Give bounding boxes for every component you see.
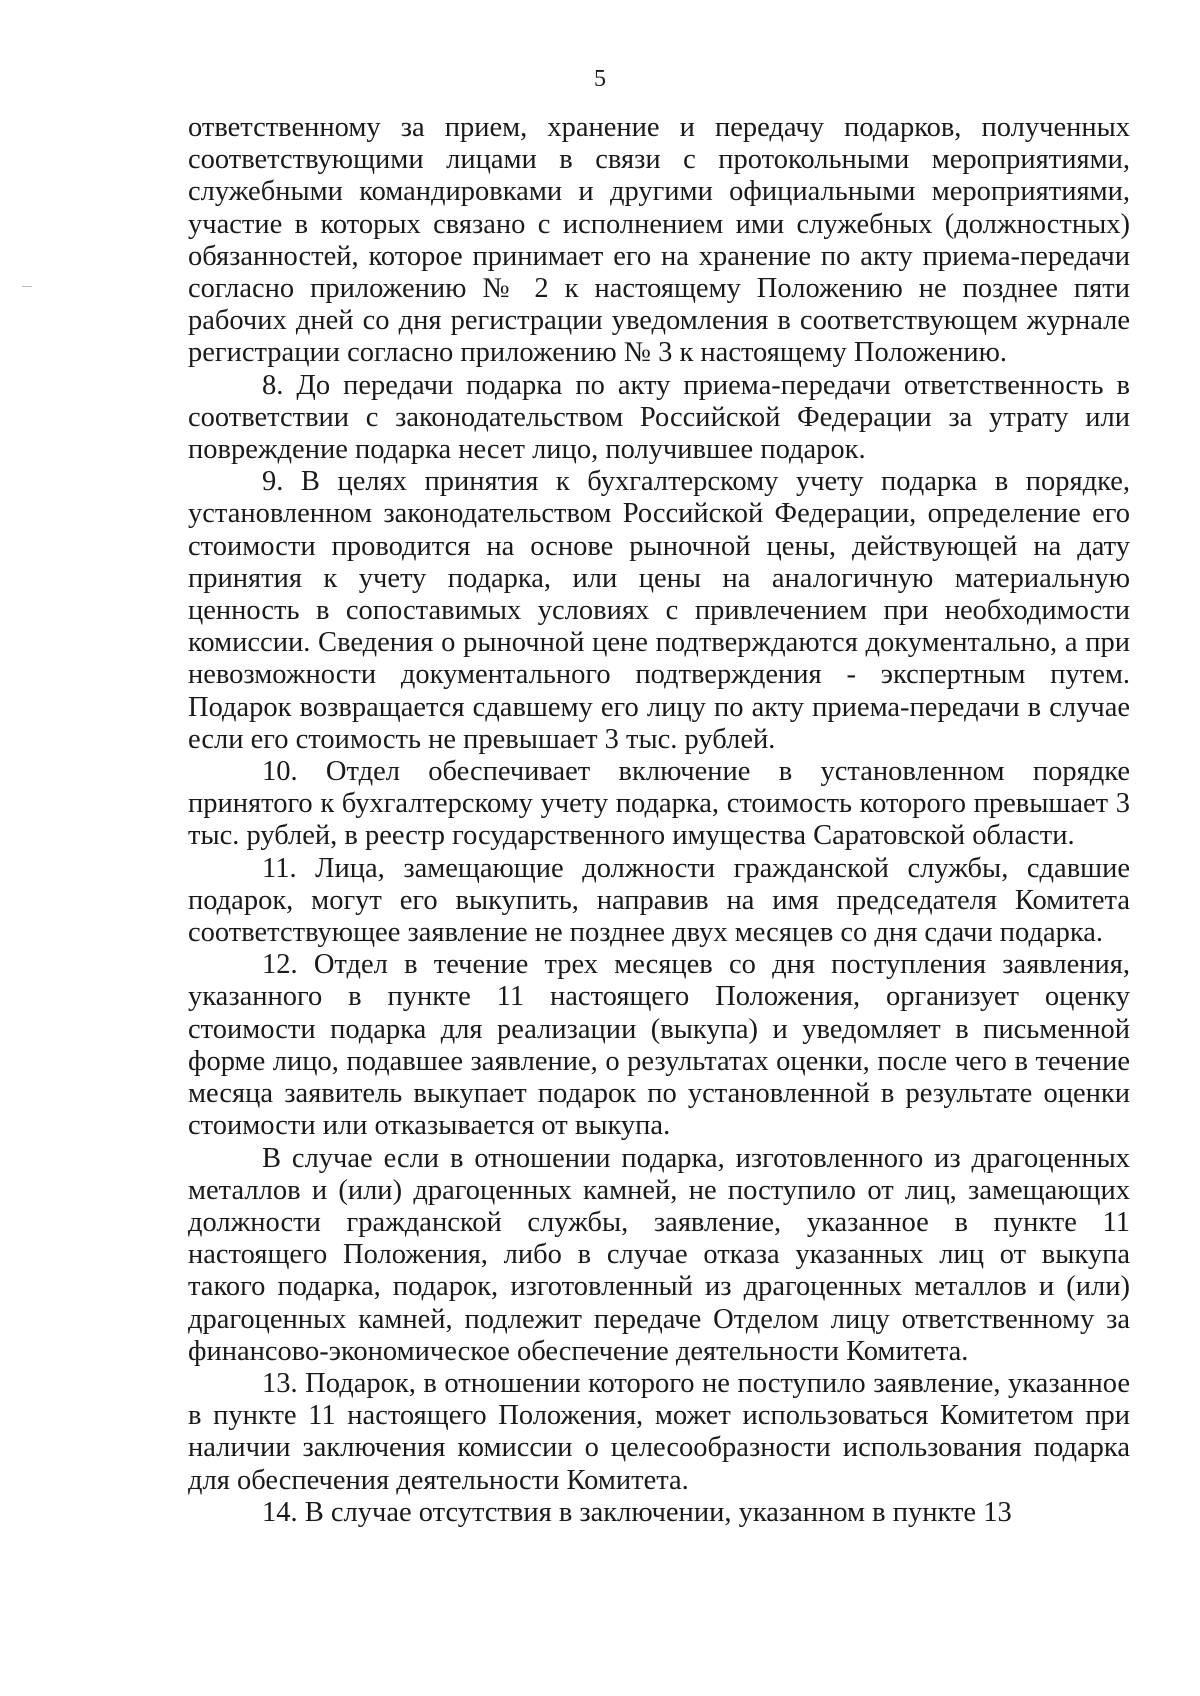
paragraph-item-12: 12. Отдел в течение трех месяцев со дня поступления заявления, указанного в пункте 11 настоящего Положения, организует оценку стоимости подарка для реализации (выкупа) и уведомляет в письменной форме лицо, подавшее заявление, о результатах оценки, после чего в течение месяца заявитель выкупает подарок по установленной в результате оценки стоимости или отказывается от выкупа. — [188, 949, 1130, 1142]
paragraph-item-14: 14. В случае отсутствия в заключении, указанном в пункте 13 — [262, 1496, 1012, 1528]
scan-margin-mark — [22, 286, 32, 287]
page-number: 5 — [594, 66, 606, 92]
paragraph-item-8: 8. До передачи подарка по акту приема-передачи ответственность в соответствии с законодательством Российской Федерации за утрату или повреждение подарка несет лицо, получившее подарок. — [188, 369, 1130, 466]
paragraph-item-9: 9. В целях принятия к бухгалтерскому учету подарка в порядке, установленном законодательством Российской Федерации, определение его стоимости проводится на основе рыночной цены, действующей на дату принятия к учету подарка, или цены на аналогичную материальную ценность в сопоставимых условиях с привлечением при необходимости комиссии. Сведения о рыночной цене подтверждаются документально, а при невозможности документального подтверждения - экспертным путем. Подарок возвращается сдавшему его лицу по акту приема-передачи в случае если его стоимость не превышает 3 тыс. рублей. — [188, 466, 1130, 755]
document-body — [188, 112, 1130, 1529]
paragraph-item-13: 13. Подарок, в отношении которого не поступило заявление, указанное в пункте 11 настоящего Положения, может использоваться Комитетом при наличии заключения комиссии о целесообразности использования подарка для обеспечения деятельности Комитета. — [188, 1367, 1130, 1496]
paragraph-item-12-continued: В случае если в отношении подарка, изготовленного из драгоценных металлов и (или) драгоценных камней, не поступило от лиц, замещающих должности гражданской службы, заявление, указанное в пункте 11 настоящего Положения, либо в случае отказа указанных лиц от выкупа такого подарка, подарок, изготовленный из драгоценных металлов и (или) драгоценных камней, подлежит передаче Отделом лицу ответственному за финансово-экономическое обеспечение деятельности Комитета. — [188, 1142, 1130, 1367]
paragraph-continuation: ответственному за прием, хранение и передачу подарков, полученных соответствующими лицами в связи с протокольными мероприятиями, служебными командировками и другими официальными мероприятиями, участие в которых связано с исполнением ими служебных (должностных) обязанностей, которое принимает его на хранение по акту приема-передачи согласно приложению № 2 к настоящему Положению не позднее пяти рабочих дней со дня регистрации уведомления в соответствующем журнале регистрации согласно приложению № 3 к настоящему Положению. — [188, 112, 1130, 369]
paragraph-item-10: 10. Отдел обеспечивает включение в установленном порядке принятого к бухгалтерскому учету подарка, стоимость которого превышает 3 тыс. рублей, в реестр государственного имущества Саратовской области. — [188, 756, 1130, 852]
paragraph-item-11: 11. Лица, замещающие должности гражданской службы, сдавшие подарок, могут его выкупить, направив на имя председателя Комитета соответствующее заявление не позднее двух месяцев со дня сдачи подарка. — [188, 852, 1130, 949]
